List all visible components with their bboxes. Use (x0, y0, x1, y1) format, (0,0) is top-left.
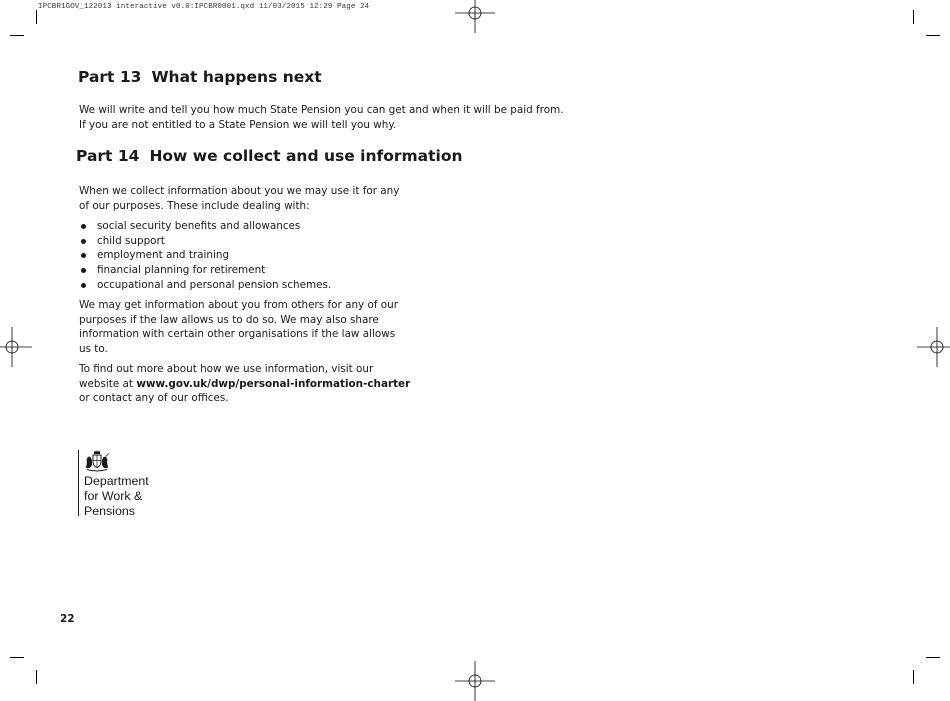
crop-mark-bottom-right-h (926, 657, 940, 658)
list-item: social security benefits and allowances (79, 219, 331, 234)
part-14-find-out-paragraph (79, 362, 410, 406)
registration-mark-left-icon (0, 327, 32, 367)
page-number: 22 (60, 613, 75, 625)
list-item: occupational and personal pension schemes. (79, 278, 331, 293)
text-line: purposes if the law allows us to do so. We may also share (79, 313, 379, 326)
crop-mark-bottom-right-v (913, 670, 914, 684)
text-line: or contact any of our offices. (79, 392, 229, 405)
logo-line: Pensions (84, 504, 135, 518)
logo-wordmark (84, 474, 149, 519)
logo-rule (78, 450, 79, 516)
personal-information-charter-link[interactable]: www.gov.uk/dwp/personal-information-charter (136, 377, 411, 390)
registration-mark-right-icon (917, 327, 950, 367)
text-line: We will write and tell you how much State Pension you can get and when it will be paid from. (79, 104, 564, 116)
purposes-list (79, 219, 331, 293)
registration-mark-top-icon (455, 0, 495, 33)
crop-mark-top-right-h (926, 35, 940, 36)
text-line (79, 377, 410, 392)
part-13-title: What happens next (151, 68, 322, 86)
dwp-logo (78, 450, 188, 517)
part-14-intro (79, 184, 399, 213)
text-line: us to. (79, 342, 108, 355)
part-14-sharing-paragraph (79, 298, 398, 356)
list-item: financial planning for retirement (79, 263, 331, 278)
crop-mark-bottom-left-v (36, 670, 37, 684)
text-line: information with certain other organisations if the law allows (79, 328, 396, 341)
part-13-heading (78, 68, 322, 86)
text-line: If you are not entitled to a State Pension we will tell you why. (79, 118, 397, 131)
part-14-heading (76, 147, 463, 165)
part-14-number: Part 14 (76, 147, 140, 165)
list-item: child support (79, 234, 331, 249)
part-13-paragraph (79, 103, 564, 132)
logo-line: for Work & (84, 489, 143, 503)
part-13-number: Part 13 (78, 68, 142, 86)
registration-mark-bottom-icon (455, 661, 495, 701)
printer-slug-line: IPCBR1GOV_122013 interactive v0.0:IPCBR0001.qxd 11/03/2015 12:29 Page 24 (38, 3, 370, 11)
crop-mark-bottom-left-h (10, 657, 24, 658)
part-14-title: How we collect and use information (149, 147, 463, 165)
website-prefix: website at (79, 377, 137, 390)
text-line: We may get information about you from others for any of our (79, 299, 399, 311)
crop-mark-top-left-v (36, 10, 37, 24)
crop-mark-top-right-v (913, 10, 914, 24)
text-line: When we collect information about you we may use it for any (79, 185, 400, 197)
logo-line: Department (84, 474, 149, 488)
crop-mark-top-left-h (10, 35, 24, 36)
text-line: of our purposes. These include dealing with: (79, 199, 310, 212)
royal-crest-icon (84, 450, 110, 472)
text-line: To find out more about how we use information, visit our (79, 363, 374, 375)
list-item: employment and training (79, 248, 331, 263)
